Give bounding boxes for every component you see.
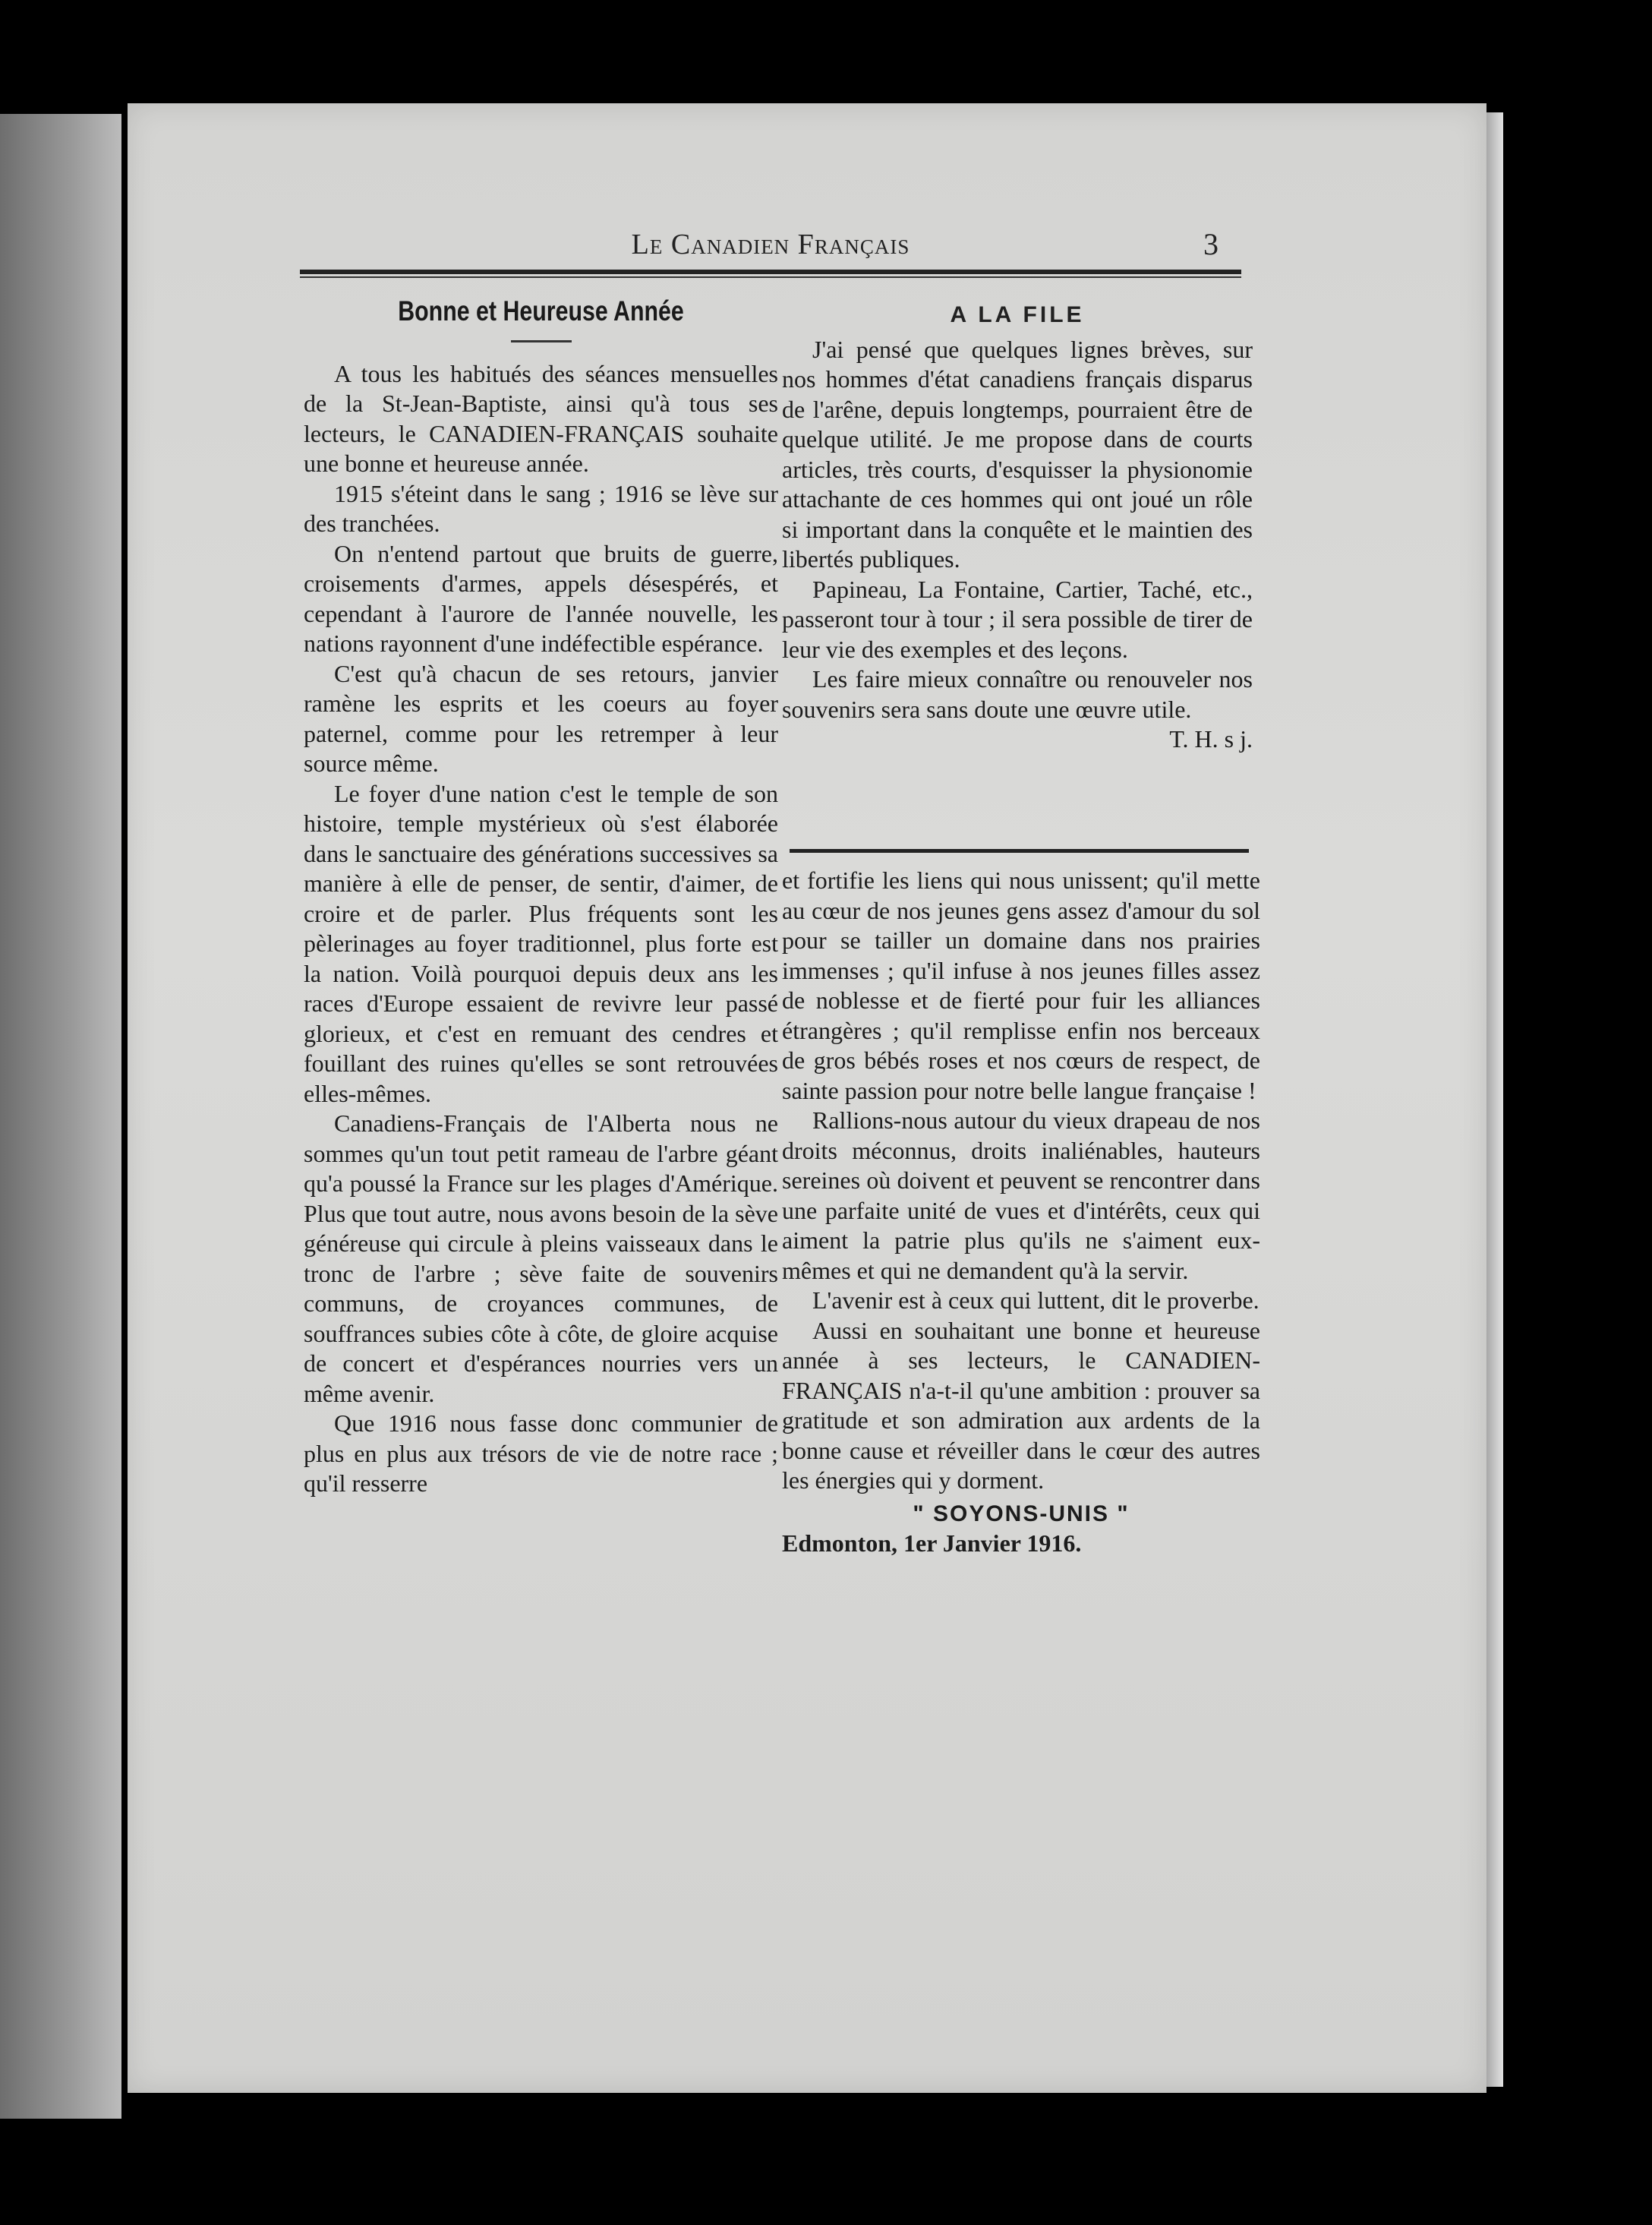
paragraph: C'est qu'à chacun de ses retours, janvier ramène les esprits et les coeurs au foyer paternel, comme pour les retremper à leur source même. <box>304 659 778 777</box>
motto: " SOYONS-UNIS " <box>913 1501 1130 1526</box>
paragraph: et fortifie les liens qui nous unissent; qu'il mette au cœur de nos jeunes gens assez d'amour du sol pour se tailler un domaine dans nos prairies immenses ; qu'il infuse à nos jeunes filles assez de noblesse et de fierté pour fuir les alliances étrangères ; qu'il remplisse enfin nos berceaux de gros bébés roses et nos cœurs de respect, de sainte passion pour notre belle langue française ! <box>782 866 1260 1104</box>
paragraph: J'ai pensé que quelques lignes brèves, sur nos hommes d'état canadiens français disparus de l'arêne, depuis longtemps, pourraient être de quelque utilité. Je me propose dans de courts articles, très courts, d'esquisser la physionomie attachante de ces hommes qui ont joué un rôle si important dans la conquête et le maintien des libertés publiques. <box>782 335 1253 573</box>
page-edge <box>1486 112 1503 2087</box>
a-la-file-column <box>782 300 1253 755</box>
header-rule-thin <box>300 276 1241 278</box>
section-heading: A LA FILE <box>950 302 1085 327</box>
paragraph: Rallions-nous autour du vieux drapeau de nos droits méconnus, droits inaliénables, hauteurs sereines où doivent et peuvent se rencontrer dans une parfaite unité de vues et d'intérêts, ceux qui aiment la patrie plus qu'ils ne s'aiment eux-mêmes et qui ne demandent qu'à la servir. <box>782 1106 1260 1284</box>
header-rule <box>300 270 1241 274</box>
facing-page-edge <box>0 114 121 2119</box>
publication-title: Le Canadien Français <box>631 229 910 260</box>
paragraph: On n'entend partout que bruits de guerre, croisements d'armes, appels désespérés, et cependant à l'aurore de l'année nouvelle, les nations rayonnent d'une indéfectible espérance. <box>304 539 778 657</box>
paragraph: L'avenir est à ceux qui luttent, dit le proverbe. <box>812 1286 1259 1314</box>
left-column <box>304 296 778 1499</box>
paragraph: Papineau, La Fontaine, Cartier, Taché, etc., passeront tour à tour ; il sera possible de tirer de leur vie des exemples et des leçons. <box>782 575 1253 663</box>
paragraph: 1915 s'éteint dans le sang ; 1916 se lève sur des tranchées. <box>304 479 778 537</box>
paragraph: Que 1916 nous fasse donc communier de plus en plus aux trésors de vie de notre race ; qu'il resserre <box>304 1409 778 1497</box>
column-divider-rule <box>790 849 1249 853</box>
continuation-column <box>782 866 1260 1559</box>
paragraph: Aussi en souhaitant une bonne et heureuse année à ses lecteurs, le CANADIEN-FRANÇAIS n'a-t-il qu'une ambition : prouver sa gratitude et son admiration aux ardents de la bonne cause et réveiller dans le cœur des autres les énergies qui y dorment. <box>782 1316 1260 1494</box>
title-divider <box>511 340 572 342</box>
article-title: Bonne et Heureuse Année <box>398 295 684 327</box>
paragraph: A tous les habitués des séances mensuelles de la St-Jean-Baptiste, ainsi qu'à tous ses lecteurs, le CANADIEN-FRANÇAIS souhaite une bonne et heureuse année. <box>304 359 778 477</box>
dateline: Edmonton, 1er Janvier 1916. <box>782 1529 1082 1557</box>
running-header <box>300 228 1241 266</box>
paragraph: Les faire mieux connaître ou renouveler nos souvenirs sera sans doute une œuvre utile. <box>782 665 1253 723</box>
paragraph: Le foyer d'une nation c'est le temple de son histoire, temple mystérieux où s'est élaborée dans le sanctuaire des générations successives sa manière à elle de penser, de sentir, d'aimer, de croire et de parler. Plus fréquents sont les pèlerinages au foyer traditionnel, plus forte est la nation. Voilà pourquoi depuis deux ans les races d'Europe essaient de revivre leur passé glorieux, et c'est en remuant des cendres et fouillant des ruines qu'elles se sont retrouvées elles-mêmes. <box>304 779 778 1107</box>
author-signature: T. H. s j. <box>1169 725 1253 753</box>
page-number: 3 <box>1203 227 1219 261</box>
paragraph: Canadiens-Français de l'Alberta nous ne sommes qu'un tout petit rameau de l'arbre géant qu'a poussé la France sur les plages d'Amérique. Plus que tout autre, nous avons besoin de la sève généreuse qui circule à pleins vaisseaux dans le tronc de l'arbre ; sève faite de souvenirs communs, de croyances communes, de souffrances subies côte à côte, de gloire acquise de concert et d'espérances nourries vers un même avenir. <box>304 1109 778 1407</box>
